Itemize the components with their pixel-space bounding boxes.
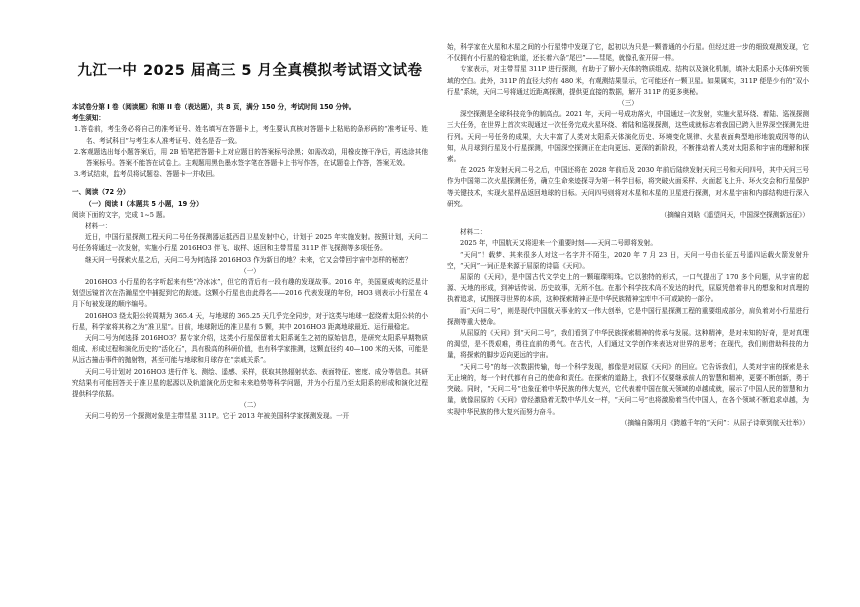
subsection-heading: （一）阅读 I（本题共 5 小题，19 分） <box>85 199 203 208</box>
paragraph: 2016HO3 绕太阳公转周期为 365.4 天，与地球的 365.25 天几乎完全同步，对于这类与地球一起绕着太阳公转的小行星，科学家将其称之为“准卫星”。目前，地球附近的准卫星有 5 颗，其中 2016HO3 距离地球最近、运行最稳定。 <box>72 311 428 331</box>
source-citation: （摘编自刘晗《遥望问天，中国深空探测新远征》） <box>660 211 809 220</box>
instruction: 阅读下面的文字，完成 1~5 题。 <box>72 210 170 219</box>
notice-heading: 考生须知： <box>72 114 105 123</box>
part-heading: （三） <box>618 99 638 108</box>
paragraph: “天问二号”的每一次数据传输，每一个科学发现，都像是对屈原《天问》的回应。它告诉我们，人类对宇宙的探索是永无止境的，每一个时代都有自己的使命和责任。在探索的道路上，我们不仅要继承前人的智慧和精神，更要不断创新，勇于突破。同时，“天问二号”也象征着中华民族的伟大复兴，它代表着中国在航天领域的卓越成就，展示了中国人民的智慧和力量，就像屈原的《天问》曾经激励着无数中华儿女一样，“天问二号”也将激励着当代中国人，在各个领域不断追求卓越，为实现中华民族的伟大复兴而努力奋斗。 <box>447 362 809 416</box>
paragraph: “天问”！载梦、其来很多人对这一名字并不陌生，2020 年 7 月 23 日，天问一号由长征五号遥四运载火箭发射升空，“天问”一词正是来源于屈原的诗篇《天问》。 <box>447 250 809 270</box>
paragraph: 2016HO3 小行星的名字听起来有些“冷冰冰”，但它的背后有一段有趣的发现故事。2016 年，美国夏威夷的泛星计划望远镜首次在浩瀚星空中捕捉到它的踪迹。这颗小行星也由此得名——2016 代表发现的年份，HO3 则表示小行星在 4 月下旬被发现的顺序编号。 <box>72 278 428 309</box>
notice-item: 1.答卷前，考生务必将自己的准考证号、姓名填写在答题卡上，考生要认真核对答题卡上粘贴的条形码的“准考证号、姓名、考试科目”与考生本人准考证号、姓名是否一致。 <box>74 125 428 145</box>
paragraph: 2025 年，中国航天又将迎来一个重要时刻——天问二号即将发射。 <box>460 239 657 248</box>
source-citation: （摘编自陈明月《跨越千年的“天问”：从屈子诗章到航天壮举》） <box>620 418 809 427</box>
page-title: 九江一中 2025 届高三 5 月全真模拟考试语文试卷 <box>77 63 423 79</box>
paragraph: 深空探测是全球科技竞争的制高点。2021 年，天问一号成功落火，中国通过一次发射，实施火星环绕、着陆、巡视探测三大任务，在世界上首次实现通过一次任务完成火星环绕、着陆和巡视探测，这些成就标志着我国已跨入世界深空探测先进行列。天问一号任务的成果，大大丰富了人类对太阳系天体演化历史、环境变化规律、火星表面典型地形地貌成因等的认知，从月球到行星及小行星探测，中国深空探测正在走向更远、更深的新阶段，不断推动着人类对太阳系和宇宙的理解和探索。 <box>447 110 809 164</box>
notice-item: 2.客观题选出每小题答案后，用 2B 铅笔把答题卡上对应题目的答案标号涂黑；如需改动，用橡皮擦干净后，再选涂其他答案标号。答案不能答在试卷上。主观题用黑色墨水签字笔在答题卡上书写作答，在试题卷上作答，答案无效。 <box>74 147 428 168</box>
paragraph: 而“天问二号”，则是现代中国航天事业的又一伟大创举，它是中国行星探测工程的重要组成部分，肩负着对小行星进行探测等重大使命。 <box>447 306 809 326</box>
exam-intro: 本试卷分第 I 卷（阅读题）和第 II 卷（表达题），共 8 页，满分 150 分，考试时间 150 分钟。 <box>72 103 356 111</box>
paragraph: 天问二号为何选择 2016HO3？据专家介绍，这类小行星保留着太阳系诞生之初的原始信息，是研究太阳系早期物质组成、形成过程和演化历史的“活化石”，具有极高的科研价值，也有科学家推测，这颗直径约 40—100 米的天体，可能是从远古撞击事件的抛射物，甚至可能与地球和月球存在“亲戚关系”。 <box>72 334 428 365</box>
paragraph: 继天问一号探索火星之后，天问二号为何选择 2016HO3 作为新目的地？未来，它又会带回宇宙中怎样的秘密？ <box>85 255 412 264</box>
left-column <box>72 40 428 423</box>
right-column <box>447 42 809 429</box>
notice-item: 3.考试结束，监考员将试题卷、答题卡一并收回。 <box>74 170 219 179</box>
part-heading: （二） <box>240 401 260 410</box>
paragraph: 天问二号计划对 2016HO3 进行伴飞、测绘、遥感、采样，获取其热辐射状态、表面特征、密度、成分等信息。其研究结果有可能回答关于准卫星的起源以及轨道演化历史和未来趋势等科学问题，并为小行星乃至太阳系的形成和演化过程提供科学依据。 <box>72 367 428 399</box>
paragraph: 屈原的《天问》，是中国古代文学史上的一颗璀璨明珠。它以独特的形式，一口气提出了 170 多个问题，从宇宙的起源、天地的形成，到神话传说、历史故事，无所不包。在那个科学技术尚不发达的时代，屈原凭借着非凡的想象和对真理的执着追求，试图探寻世界的本质，这种探索精神正是中华民族精神宝库中不可或缺的一部分。 <box>447 273 809 304</box>
section-heading: 一、阅读（72 分） <box>72 188 130 197</box>
paragraph: 在 2025 年发射天问二号之后，中国还将在 2028 年前后及 2030 年前后陆续发射天问三号和天问四号，其中天问三号作为中国第二次火星探测任务，确立生命来迹探寻为第一科学目标，将突破火面采样、火面起飞上升、环火交会和行星保护等关键技术，实现火星样品返回地球的目标。天问四号则将对木星和木星的卫星进行探测，对木星宇宙和内部结构进行深入研究。 <box>447 166 809 208</box>
material-label: 材料一： <box>85 222 112 231</box>
paragraph: 近日，中国行星探测工程天问二号任务探测器运抵西昌卫星发射中心，计划于 2025 年实施发射。按照计划，天问二号任务将通过一次发射，实施小行星 2016HO3 伴飞、取样、返回和主带彗星 311P 伴飞探测等多项任务。 <box>72 233 428 253</box>
material-label: 材料二： <box>460 228 487 237</box>
paragraph: 始，科学家在火星和木星之间的小行星带中发现了它，起初以为只是一颗普通的小行星。但经过进一步的细致观测发现，它不仅拥有小行星的稳定轨道，还长着六条“尾巴”——彗尾，就像孔雀开屏一样。 <box>447 43 809 63</box>
part-heading: （一） <box>240 266 260 275</box>
paragraph: 专家表示，对主带彗星 311P 进行探测，有助于了解小天体的物质组成、结构以及演化机制，填补太阳系小天体研究领域的空白。此外，311P 的直径大约有 480 米，有观测结果显示，它可能还有一颗卫星。如果属实，311P 便是少有的“双小行星”系统，天问二号将通过近距离探测，提供更直接的数据，解开 311P 的更多奥秘。 <box>447 65 809 96</box>
paragraph: 天问二号的另一个探测对象是主带彗星 311P。它于 2013 年被美国科学家探测发现。一开 <box>85 412 350 421</box>
paragraph: 从屈原的《天问》到“天问二号”，我们看到了中华民族探索精神的传承与发展。这种精神，是对未知的好奇，是对真理的渴望，是不畏艰难，勇往直前的勇气。在古代，人们通过文学创作来表达对世界的思考；在现代，我们则借助科技的力量，将探索的脚步迈向更远的宇宙。 <box>447 329 809 360</box>
